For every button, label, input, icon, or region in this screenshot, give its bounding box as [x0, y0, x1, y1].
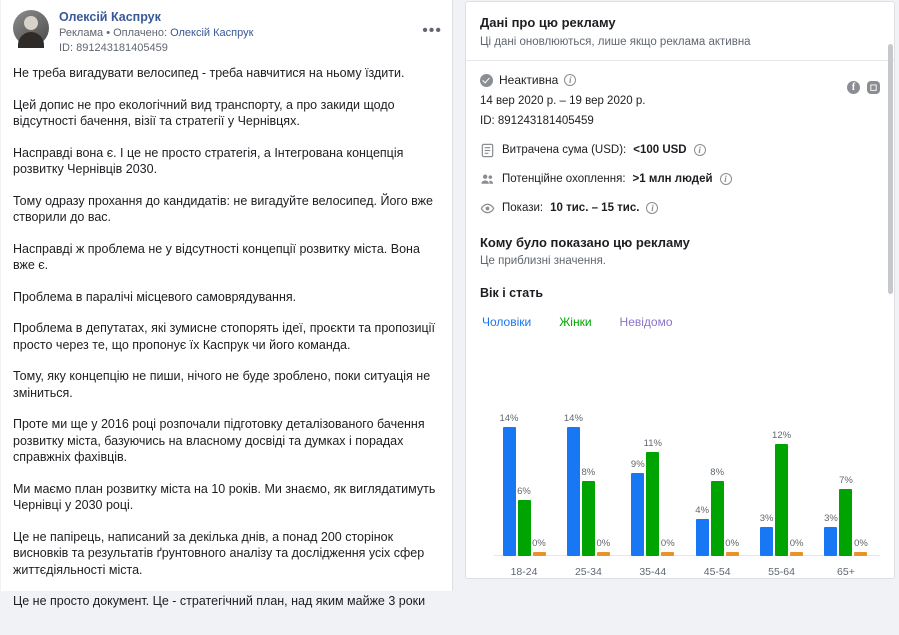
ad-preview-panel [1, 0, 453, 608]
ad-paragraph: Це не папірець, написаний за декілька днів, а понад 200 сторінок висновків та результатів ґрунтовного аналізу та дослідження усіх сфер життєдіяльності міста. [13, 529, 425, 577]
bar-unknown[interactable] [854, 537, 868, 556]
run-dates: 14 вер 2020 р. – 19 вер 2020 р. [480, 95, 646, 107]
bar-label: 0% [854, 537, 868, 549]
ad-paragraph: Тому, яку концепцію не пиши, нічого не буде зроблено, поки ситуація не зміниться. [13, 369, 431, 400]
bar-label: 14% [499, 413, 519, 425]
bar-label: 3% [824, 512, 838, 524]
ad-paragraph: Насправді вона є. І це не просто стратегія, а Інтегрована концепція розвитку Чернівців 2030. [13, 145, 404, 176]
details-title: Дані про цю рекламу [480, 15, 616, 30]
ad-paragraph: Проте ми ще у 2016 році розпочали підготовку деталізованого бачення розвитку міста, базуючись на власному досвіді та думках і порадах справжніх фахівців. [13, 417, 425, 464]
stat-impressions [480, 200, 880, 216]
chart-group [498, 348, 550, 556]
instagram-icon: ◻ [867, 81, 880, 94]
ad-paragraph: Це не просто документ. Це - стратегічний план, над яким майже 3 роки [13, 594, 426, 608]
bar-women[interactable] [710, 467, 725, 556]
ad-label: Реклама [59, 27, 104, 39]
ad-paragraph: Проблема в депутатах, які зумисне стопорять ідеї, проєкти та пропозиції просто через те, що пропонує їх Каспрук чи його команда. [13, 321, 435, 352]
chart-group [691, 348, 743, 556]
bar-label: 0% [660, 537, 675, 549]
stat-spend [480, 142, 880, 158]
ad-header-text [59, 10, 440, 55]
legend-women[interactable]: Жінки [559, 315, 592, 329]
bar-label: 4% [695, 504, 710, 516]
x-tick: 55-64 [768, 566, 795, 578]
status-row [480, 73, 880, 87]
bar-unknown[interactable] [725, 537, 740, 556]
more-options-icon[interactable]: ••• [422, 22, 442, 39]
legend-men[interactable]: Чоловіки [482, 315, 532, 329]
ad-id: ID: 891243181405459 [59, 42, 168, 54]
bar-label: 0% [596, 537, 611, 549]
x-tick: 65+ [837, 566, 855, 578]
paid-by-link[interactable]: Олексій Каспрук [170, 27, 254, 39]
chart-group [756, 348, 808, 556]
chart-group [820, 348, 872, 556]
page-name-link[interactable]: Олексій Каспрук [59, 10, 161, 24]
age-gender-title: Вік і стать [480, 286, 544, 300]
info-icon[interactable]: i [694, 144, 706, 156]
bar-label: 11% [643, 438, 662, 449]
bar-label: 0% [789, 537, 804, 549]
x-tick: 25-34 [574, 566, 602, 578]
bar-men[interactable] [824, 512, 838, 556]
chart-group [562, 348, 614, 556]
bar-unknown[interactable] [532, 537, 546, 556]
bar-label: 7% [839, 475, 853, 487]
bar-label: 12% [772, 429, 792, 441]
avatar [13, 10, 49, 46]
bar-unknown[interactable] [660, 537, 675, 556]
ad-paragraph: Тому одразу прохання до кандидатів: не вигадуйте велосипед. Його вже створили до вас. [13, 193, 433, 224]
audience-subtitle: Це приблизні значення. [480, 255, 607, 267]
ad-body-text [1, 61, 452, 635]
bar-label: 0% [725, 537, 740, 549]
bar-label: 8% [581, 467, 596, 479]
gender-legend [480, 314, 880, 330]
bar-label: 9% [630, 458, 645, 470]
facebook-icon: f [847, 81, 860, 94]
people-icon [480, 172, 495, 187]
stat-value: >1 млн людей [632, 173, 713, 185]
bar-label: 14% [563, 413, 583, 425]
x-tick: 18-24 [510, 566, 538, 578]
chart-groups [480, 348, 880, 556]
bar-unknown[interactable] [789, 537, 804, 556]
stat-label: Витрачена сума (USD): [502, 144, 627, 156]
eye-icon [480, 201, 495, 216]
legend-unknown[interactable]: Невідомо [619, 315, 673, 329]
chart-group [627, 348, 679, 556]
ad-paragraph: Проблема в паралічі місцевого самоврядування. [13, 289, 297, 304]
bar-men[interactable] [630, 458, 645, 556]
info-icon[interactable]: i [646, 202, 658, 214]
ad-paragraph: Не треба вигадувати велосипед - треба навчитися на ньому їздити. [13, 66, 405, 80]
details-subtitle: Ці дані оновлюються, лише якщо реклама активна [480, 36, 751, 48]
bar-men[interactable] [759, 512, 774, 556]
ad-paragraph: Ми маємо план розвитку міста на 10 років. Ми знаємо, як виглядатимуть Чернівці у 2030 році. [13, 481, 436, 512]
bar-label: 6% [517, 485, 531, 497]
bar-women[interactable] [517, 485, 531, 556]
info-icon[interactable]: i [564, 74, 576, 86]
details-scrollbar[interactable] [888, 44, 893, 294]
audience-title: Кому було показано цю рекламу [480, 235, 690, 250]
bar-women[interactable] [839, 475, 853, 556]
paid-label: Оплачено: [113, 27, 168, 39]
bar-men[interactable] [563, 413, 583, 556]
bar-women[interactable] [581, 467, 596, 556]
ad-details-panel [465, 1, 895, 579]
ad-paragraph: Насправді ж проблема не у відсутності концепції розвитку міста. Вона вже є. [13, 241, 420, 272]
bar-unknown[interactable] [596, 537, 611, 556]
info-icon[interactable]: i [720, 173, 732, 185]
bar-men[interactable] [695, 504, 710, 556]
stat-label: Покази: [502, 202, 544, 214]
stat-label: Потенційне охоплення: [502, 173, 626, 185]
stat-value: 10 тис. – 15 тис. [550, 202, 640, 214]
document-icon [480, 143, 495, 158]
bar-label: 3% [759, 512, 774, 524]
x-tick: 35-44 [639, 566, 667, 578]
details-header [466, 2, 894, 61]
stat-reach [480, 171, 880, 187]
platform-icons [847, 81, 880, 94]
ad-paragraph: Цей допис не про екологічний вид транспорту, а про закиди щодо відсутності бачення, візії та стратегії у Чернівцях. [13, 97, 395, 128]
details-body [466, 61, 894, 584]
stat-value: <100 USD [633, 144, 687, 156]
bar-label: 0% [532, 537, 546, 549]
x-tick: 45-54 [703, 566, 731, 578]
bar-women[interactable] [772, 429, 792, 556]
status-badge: Неактивна [499, 73, 559, 87]
check-circle-icon [480, 74, 493, 87]
bar-men[interactable] [499, 413, 519, 556]
bar-women[interactable] [643, 438, 662, 556]
ad-header [1, 0, 452, 61]
chart-x-labels [480, 566, 880, 578]
age-gender-bar-chart [480, 346, 880, 584]
details-ad-id: ID: 891243181405459 [480, 115, 594, 127]
meta-separator: • [106, 27, 111, 39]
ad-meta-line [59, 26, 440, 41]
bar-label: 8% [710, 467, 725, 479]
